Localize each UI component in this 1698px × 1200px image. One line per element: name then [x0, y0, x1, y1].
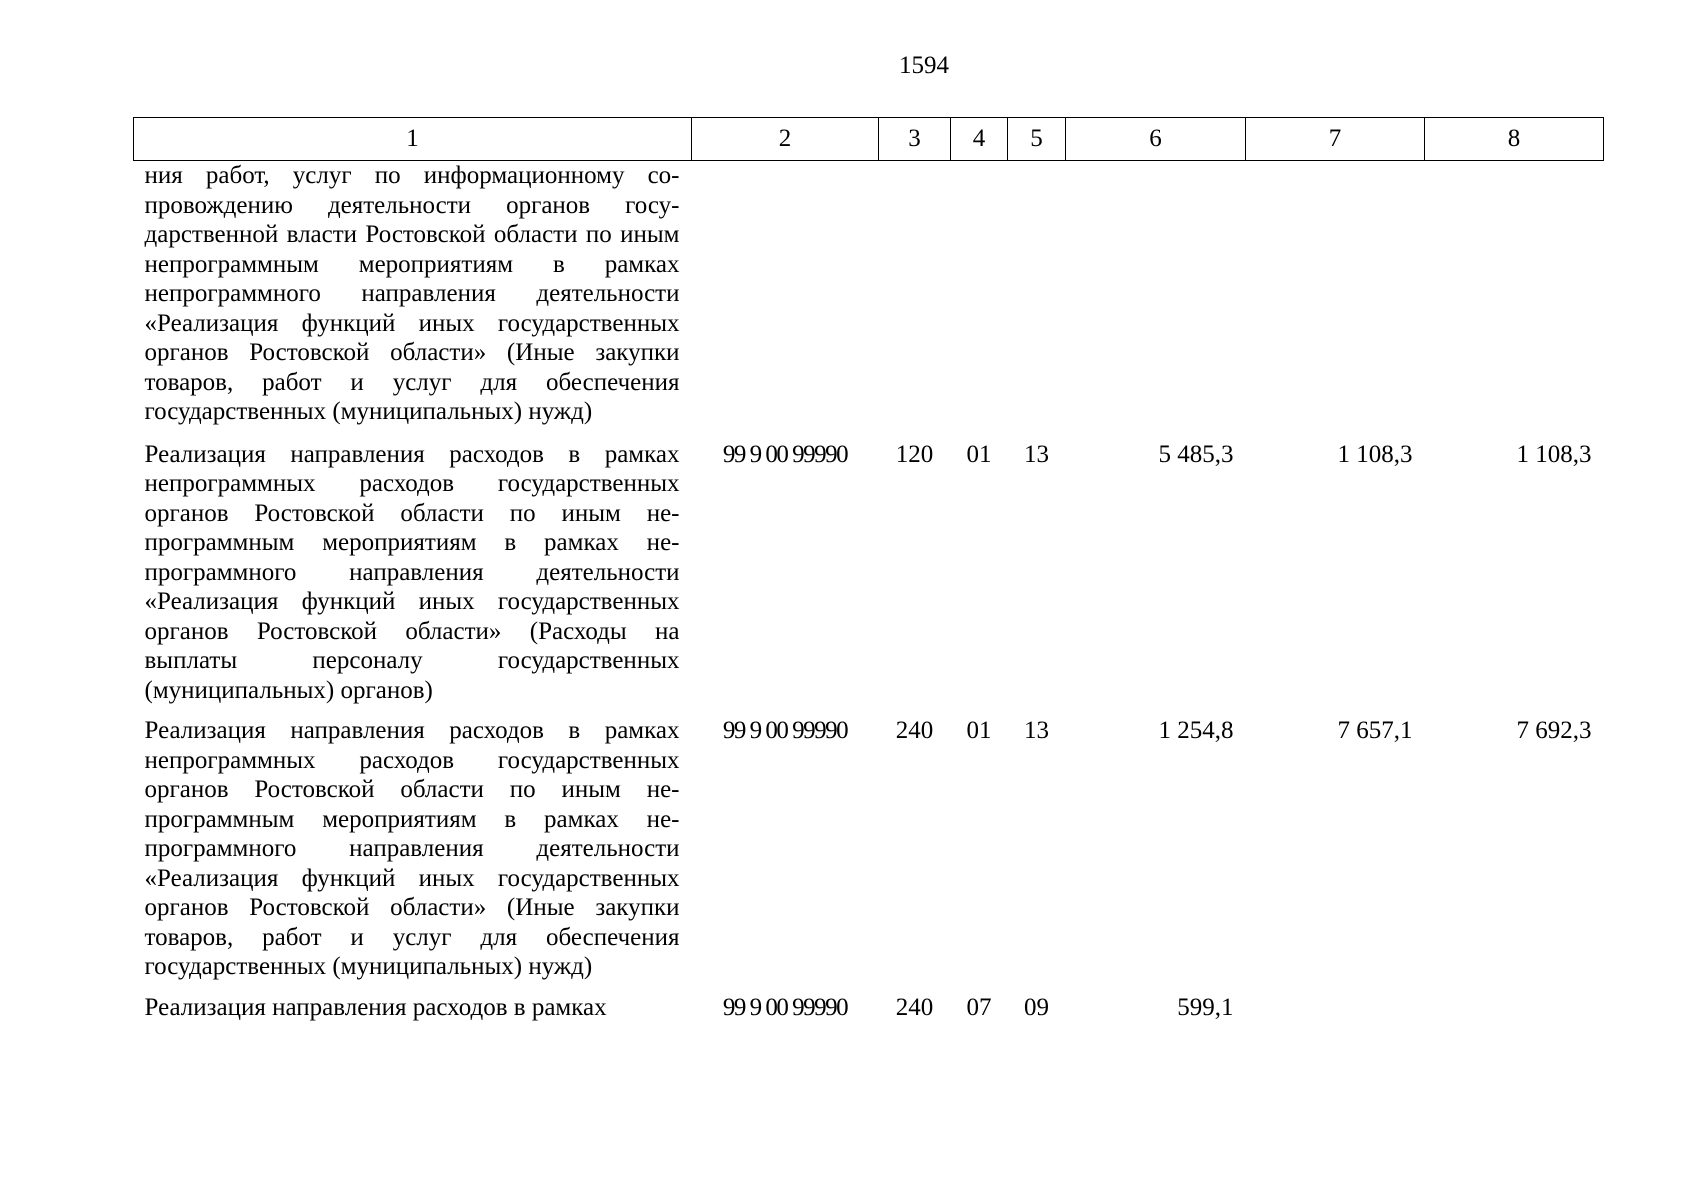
row-amount-col8 [1425, 161, 1604, 440]
row-amount-col6: 1 254,8 [1158, 717, 1234, 744]
column-header: 3 [879, 118, 951, 161]
row-target-code: 99 9 00 99990 [722, 440, 848, 468]
row-target-code [692, 161, 879, 440]
page-number: 1594 [899, 52, 949, 79]
row-amount-col7 [1246, 161, 1425, 440]
row-section [951, 161, 1008, 440]
row-section: 01 [966, 440, 992, 468]
row-amount-col8 [1425, 993, 1604, 1034]
row-expense-type: 240 [895, 993, 934, 1021]
column-header: 7 [1246, 118, 1425, 161]
row-amount-col7: 7 657,1 [1337, 717, 1413, 744]
column-header: 5 [1008, 118, 1066, 161]
row-section: 07 [966, 993, 992, 1021]
row-subsection [1008, 161, 1066, 440]
row-amount-col6: 599,1 [1177, 993, 1234, 1021]
row-subsection: 13 [1024, 717, 1049, 744]
column-header: 8 [1425, 118, 1604, 161]
column-header: 4 [951, 118, 1008, 161]
table-header-row [134, 118, 1604, 161]
row-description: Реализация направления расходов в рамках непрограммных расходов государственных органов Ростовской области по иным непрограммным мероприятиям в рамках непрограммного направления деятельности «Реализация функций иных государственных органов Ростовской области» (Расходы на выплаты персоналу государственных (муниципальных) органов) [144, 440, 680, 704]
row-amount-col7: 1 108,3 [1337, 440, 1413, 468]
table-row [134, 440, 1604, 717]
row-amount-col6: 5 485,3 [1158, 440, 1234, 468]
table-row [134, 161, 1604, 440]
column-header: 6 [1066, 118, 1246, 161]
row-description: Реализация направления расходов в рамках непрограммных расходов государственных органов Ростовской области по иным непрограммным мероприятиям в рамках непрограммного направления деятельности «Реализация функций иных государственных органов Ростовской области» (Иные закупки товаров, работ и услуг для обеспечения государственных (муниципальных) нужд) [144, 717, 680, 980]
row-subsection: 13 [1024, 440, 1049, 468]
column-header: 2 [692, 118, 879, 161]
row-amount-col8: 1 108,3 [1516, 440, 1592, 468]
row-amount-col8: 7 692,3 [1516, 717, 1592, 744]
column-header: 1 [134, 118, 692, 161]
row-description: Реализация направления расходов в рамках [144, 993, 607, 1021]
table-row [134, 993, 1604, 1034]
row-expense-type: 240 [895, 717, 934, 744]
row-amount-col7 [1246, 993, 1425, 1034]
row-expense-type [879, 161, 951, 440]
table-row [134, 716, 1604, 993]
row-description: ния работ, услуг по информационному сопровождению деятельности органов государственной власти Ростовской области по иным непрограммным мероприятиям в рамках непрограммного направления деятельности «Реализация функций иных государственных органов Ростовской области» (Иные закупки товаров, работ и услуг для обеспечения государственных (муниципальных) нужд) [144, 162, 680, 425]
row-target-code: 99 9 00 99990 [722, 993, 848, 1021]
budget-table [133, 117, 1604, 1033]
row-section: 01 [966, 717, 992, 744]
row-target-code: 99 9 00 99990 [722, 717, 848, 744]
row-amount-col6 [1066, 161, 1246, 440]
row-expense-type: 120 [895, 440, 934, 468]
row-subsection: 09 [1024, 993, 1049, 1021]
